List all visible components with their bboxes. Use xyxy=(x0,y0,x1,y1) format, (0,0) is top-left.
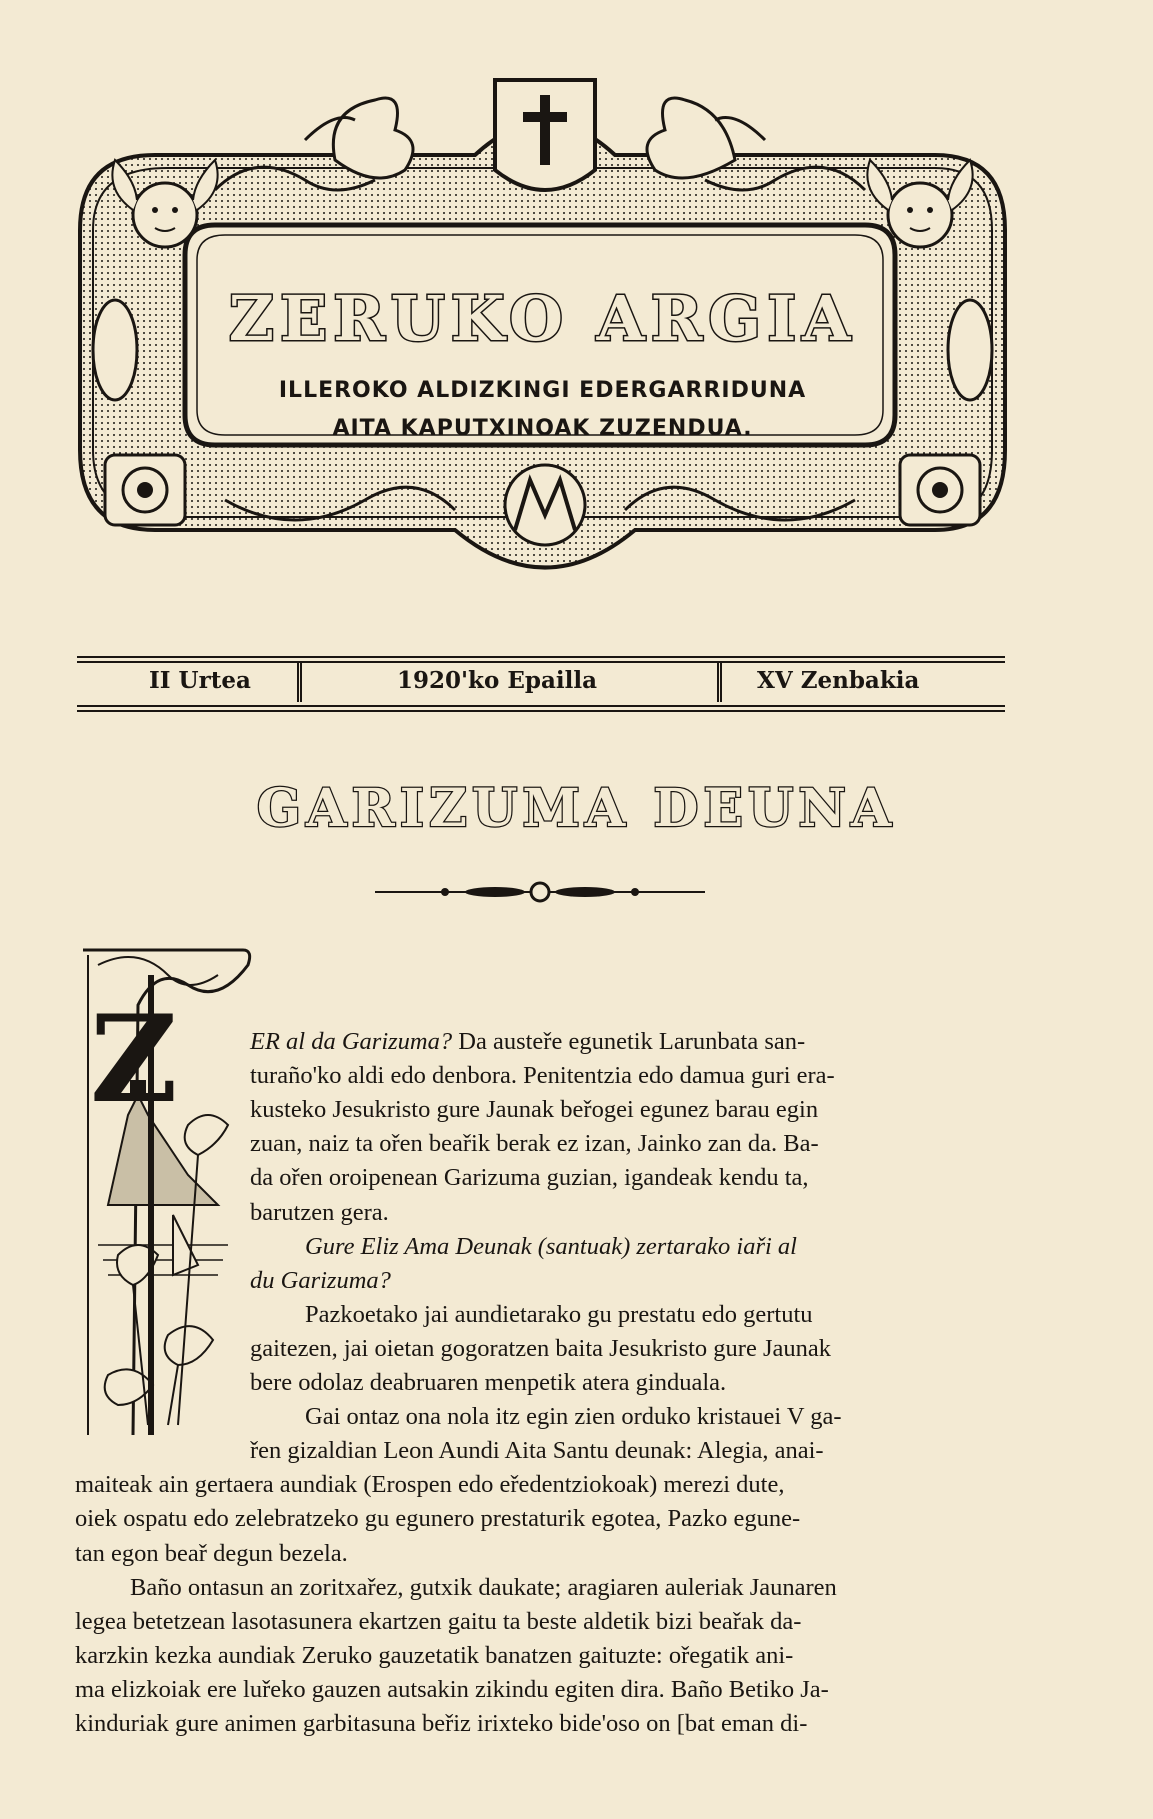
body-text-line: zuan, naiz ta ořen beařik berak ez izan, Jainko zan da. Ba- xyxy=(250,1130,819,1158)
monogram-ornament xyxy=(505,465,585,545)
issue-date: 1920'ko Epailla xyxy=(397,667,597,694)
body-text-line: Pazkoetako jai aundietarako gu prestatu edo gertutu xyxy=(305,1300,813,1328)
body-text-line: Gai ontaz ona nola itz egin zien orduko kristauei V ga- xyxy=(305,1403,842,1431)
info-bar-bottom-rule xyxy=(77,705,1005,707)
masthead-subtitle: ILLEROKO ALDIZKINGI EDERGARRIDUNA xyxy=(278,378,807,403)
issue-number: XV Zenbakia xyxy=(757,667,920,694)
body-text-line: oiek ospatu edo zelebratzeko gu egunero prestaturik egotea, Pazko egune- xyxy=(75,1505,801,1533)
issue-info-bar xyxy=(77,656,1005,712)
body-text-line: řen gizaldian Leon Aundi Aita Santu deunak: Alegia, anai- xyxy=(250,1437,824,1465)
body-text-line: ER al da Garizuma? Da austeře egunetik Larunbata san- xyxy=(250,1028,806,1055)
title-divider-ornament xyxy=(375,880,705,904)
article-title: GARIZUMA DEUNA xyxy=(256,778,897,839)
masthead xyxy=(75,60,1010,605)
body-text-line: barutzen gera. xyxy=(250,1198,389,1226)
body-text-line: kinduriak gure animen garbitasuna beřiz irixteko bide'oso on [bat eman di- xyxy=(75,1710,808,1737)
info-bar-top-rule-2 xyxy=(77,661,1005,663)
info-bar-top-rule xyxy=(77,656,1005,658)
rosette-left-ornament xyxy=(105,455,185,525)
body-text-line: bere odolaz deabruaren menpetik atera ginduala. xyxy=(250,1369,727,1396)
masthead-subtitle-2: AITA KAPUTXINOAK ZUZENDUA. xyxy=(332,416,753,441)
body-text-line: ma elizkoiak ere luřeko gauzen autsakin zikindu egiten dira. Baño Betiko Ja- xyxy=(75,1675,829,1703)
body-text-line: Baño ontasun an zoritxařez, gutxik daukate; aragiaren auleriak Jaunaren xyxy=(130,1573,837,1601)
info-bar-separator xyxy=(297,662,302,702)
body-text-line: kusteko Jesukristo gure Jaunak beřogei egunez barau egin xyxy=(250,1096,819,1124)
rosette-right-ornament xyxy=(900,455,980,525)
body-text-line: tan egon beař degun bezela. xyxy=(75,1539,348,1567)
issue-year: II Urtea xyxy=(149,667,251,694)
body-text-line: maiteak ain gertaera aundiak (Erospen edo eředentziokoak) merezi dute, xyxy=(75,1471,785,1499)
body-text-line: gaitezen, jai oietan gogoratzen baita Jesukristo gure Jaunak xyxy=(250,1334,831,1362)
cross-crest-ornament xyxy=(495,80,595,190)
body-text-line: da ořen oroipenean Garizuma guzian, igandeak kendu ta, xyxy=(250,1164,809,1192)
body-text-line: Gure Eliz Ama Deunak (santuak) zertarako iaři al xyxy=(305,1232,797,1260)
body-text-line: legea betetzean lasotasunera ekartzen gaitu ta beste aldetik bizi beařak da- xyxy=(75,1607,802,1635)
info-bar-separator xyxy=(717,662,722,702)
body-text-line: karzkin kezka aundiak Zeruko gauzetatik banatzen gaituzte: ořegatik ani- xyxy=(75,1641,794,1669)
drop-cap-letter: Z xyxy=(90,989,178,1130)
info-bar-bottom-rule-2 xyxy=(77,710,1005,712)
body-text-line: du Garizuma? xyxy=(250,1266,391,1294)
masthead-title: ZERUKO ARGIA xyxy=(228,282,857,355)
body-text-line: turaño'ko aldi edo denbora. Penitentzia edo damua guri era- xyxy=(250,1062,835,1090)
